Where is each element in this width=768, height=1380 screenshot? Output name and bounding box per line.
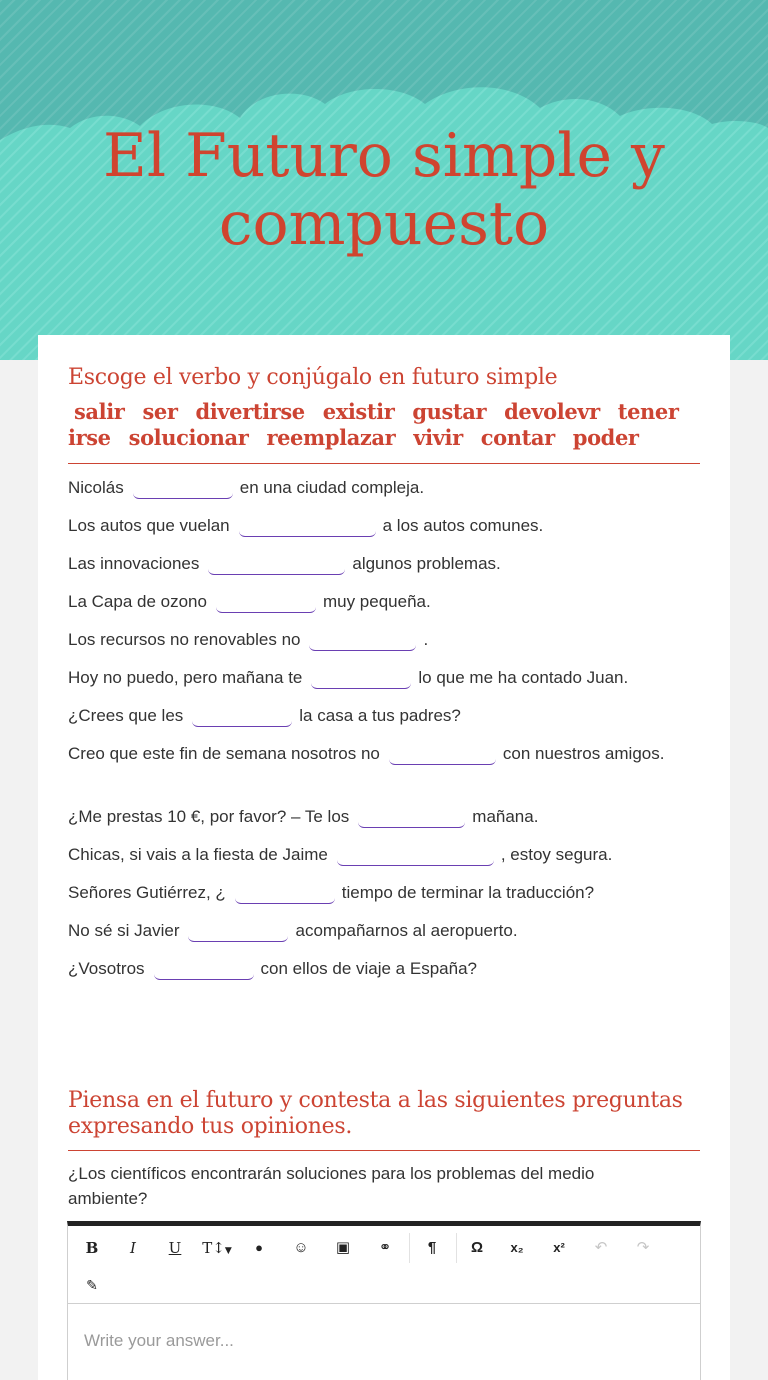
- toolbar-separator: [456, 1233, 457, 1263]
- sentence-13: [68, 956, 700, 982]
- answer-blank[interactable]: [309, 627, 416, 651]
- sentence-5: [68, 627, 700, 653]
- sentence-text-after: con ellos de viaje a España?: [260, 959, 477, 978]
- section-2-title-line-1: Piensa en el futuro y contesta a las siguientes preguntas: [68, 1088, 683, 1113]
- sentence-text-after: lo que me ha contado Juan.: [418, 668, 629, 687]
- section-2-title: [68, 1088, 683, 1140]
- answer-blank[interactable]: [192, 703, 292, 727]
- eraser-icon[interactable]: ✎: [86, 1277, 98, 1293]
- answer-blank[interactable]: [188, 918, 288, 942]
- word-bank-item: vivir: [413, 425, 463, 450]
- word-bank-item: salir: [74, 399, 125, 424]
- editor-toolbar: [68, 1226, 700, 1304]
- answer-blank[interactable]: [239, 513, 376, 537]
- sentence-10: [68, 842, 700, 868]
- sentence-text-after: algunos problemas.: [352, 554, 501, 573]
- sentence-text-after: tiempo de terminar la traducción?: [341, 883, 595, 902]
- sentence-text-after: , estoy segura.: [500, 845, 613, 864]
- special-characters-icon[interactable]: Ω: [470, 1239, 484, 1256]
- sentence-8: [68, 741, 700, 767]
- sentence-text-before: ¿Crees que les: [68, 706, 184, 725]
- answer-blank[interactable]: [154, 956, 254, 980]
- sentence-text-before: Las innovaciones: [68, 554, 200, 573]
- word-bank-item: tener: [617, 399, 679, 424]
- redo-icon[interactable]: ↷: [636, 1239, 650, 1256]
- sentence-2: [68, 513, 700, 539]
- worksheet-card: [38, 335, 730, 1380]
- text-size-icon: T↕: [202, 1239, 225, 1257]
- answer-blank[interactable]: [358, 804, 465, 828]
- underline-button[interactable]: U: [168, 1239, 182, 1257]
- sentence-text-after: muy pequeña.: [322, 592, 431, 611]
- sentence-text-after: con nuestros amigos.: [502, 744, 665, 763]
- sentence-text-after: la casa a tus padres?: [299, 706, 461, 725]
- word-bank-item: divertirse: [195, 399, 305, 424]
- text-color-icon[interactable]: ●: [255, 1240, 263, 1255]
- sentence-text-after: a los autos comunes.: [382, 516, 544, 535]
- sentence-text-after: mañana.: [472, 807, 539, 826]
- word-bank-item: poder: [572, 425, 639, 450]
- worksheet-title: [0, 122, 768, 258]
- word-bank-item: gustar: [412, 399, 487, 424]
- answer-blank[interactable]: [337, 842, 494, 866]
- title-line-1: El Futuro simple y: [103, 121, 665, 191]
- sentence-text-before: Señores Gutiérrez, ¿: [68, 883, 226, 902]
- sentence-text-after: acompañarnos al aeropuerto.: [295, 921, 518, 940]
- word-bank-row-1: [68, 399, 700, 425]
- sentence-text-before: Los autos que vuelan: [68, 516, 230, 535]
- answer-blank[interactable]: [311, 665, 411, 689]
- section-2-divider: [68, 1150, 700, 1151]
- sentence-text-before: ¿Vosotros: [68, 959, 145, 978]
- superscript-icon[interactable]: x²: [553, 1240, 565, 1255]
- answer-editor: [67, 1221, 701, 1380]
- toolbar-separator: [409, 1233, 410, 1263]
- section-1-divider: [68, 463, 700, 464]
- word-bank-item: devolevr: [504, 399, 600, 424]
- answer-blank[interactable]: [235, 880, 335, 904]
- chevron-down-icon: ▼: [224, 1246, 232, 1256]
- answer-blank[interactable]: [389, 741, 496, 765]
- sentence-7: [68, 703, 700, 729]
- sentence-6: [68, 665, 700, 691]
- italic-button[interactable]: I: [130, 1239, 136, 1257]
- sentence-12: [68, 918, 700, 944]
- sentence-text-before: La Capa de ozono: [68, 592, 207, 611]
- word-bank: [68, 399, 700, 451]
- text-size-button[interactable]: [199, 1233, 235, 1263]
- sentence-text-before: Creo que este fin de semana nosotros no: [68, 744, 380, 763]
- sentence-4: [68, 589, 700, 615]
- answer-input[interactable]: Write your answer...: [84, 1331, 234, 1350]
- image-icon[interactable]: ▣: [335, 1239, 351, 1256]
- link-icon[interactable]: ⚭: [378, 1239, 392, 1256]
- answer-blank[interactable]: [216, 589, 316, 613]
- sentence-3: [68, 551, 700, 577]
- open-question: ¿Los científicos encontrarán soluciones para los problemas del medio ambiente?: [68, 1164, 595, 1208]
- title-line-2: compuesto: [218, 189, 550, 259]
- undo-icon[interactable]: ↶: [594, 1239, 608, 1256]
- sentence-text-before: Los recursos no renovables no: [68, 630, 301, 649]
- emoji-icon[interactable]: ☺: [293, 1239, 309, 1256]
- subscript-icon[interactable]: x₂: [510, 1240, 524, 1255]
- word-bank-item: ser: [142, 399, 178, 424]
- sentence-text-after: en una ciudad compleja.: [239, 478, 425, 497]
- word-bank-item: solucionar: [128, 425, 249, 450]
- sentence-text-before: ¿Me prestas 10 €, por favor? – Te los: [68, 807, 350, 826]
- word-bank-item: reemplazar: [266, 425, 396, 450]
- sentence-9: [68, 804, 700, 830]
- section-2-title-line-2: expresando tus opiniones.: [68, 1114, 353, 1139]
- sentence-text-before: Chicas, si vais a la fiesta de Jaime: [68, 845, 328, 864]
- sentence-text-before: Nicolás: [68, 478, 124, 497]
- paragraph-icon[interactable]: ¶: [427, 1239, 437, 1256]
- sentence-1: [68, 475, 700, 501]
- sentence-text-before: No sé si Javier: [68, 921, 180, 940]
- word-bank-item: existir: [322, 399, 395, 424]
- sentence-text-before: Hoy no puedo, pero mañana te: [68, 668, 303, 687]
- sentence-11: [68, 880, 700, 906]
- answer-blank[interactable]: [133, 475, 233, 499]
- section-1-title: Escoge el verbo y conjúgalo en futuro simple: [68, 365, 558, 390]
- worksheet-header: [0, 0, 768, 360]
- answer-blank[interactable]: [208, 551, 345, 575]
- word-bank-row-2: [68, 425, 700, 451]
- word-bank-item: irse: [68, 425, 111, 450]
- word-bank-item: contar: [480, 425, 555, 450]
- bold-button[interactable]: B: [85, 1239, 99, 1257]
- sentence-text-after: .: [423, 630, 429, 649]
